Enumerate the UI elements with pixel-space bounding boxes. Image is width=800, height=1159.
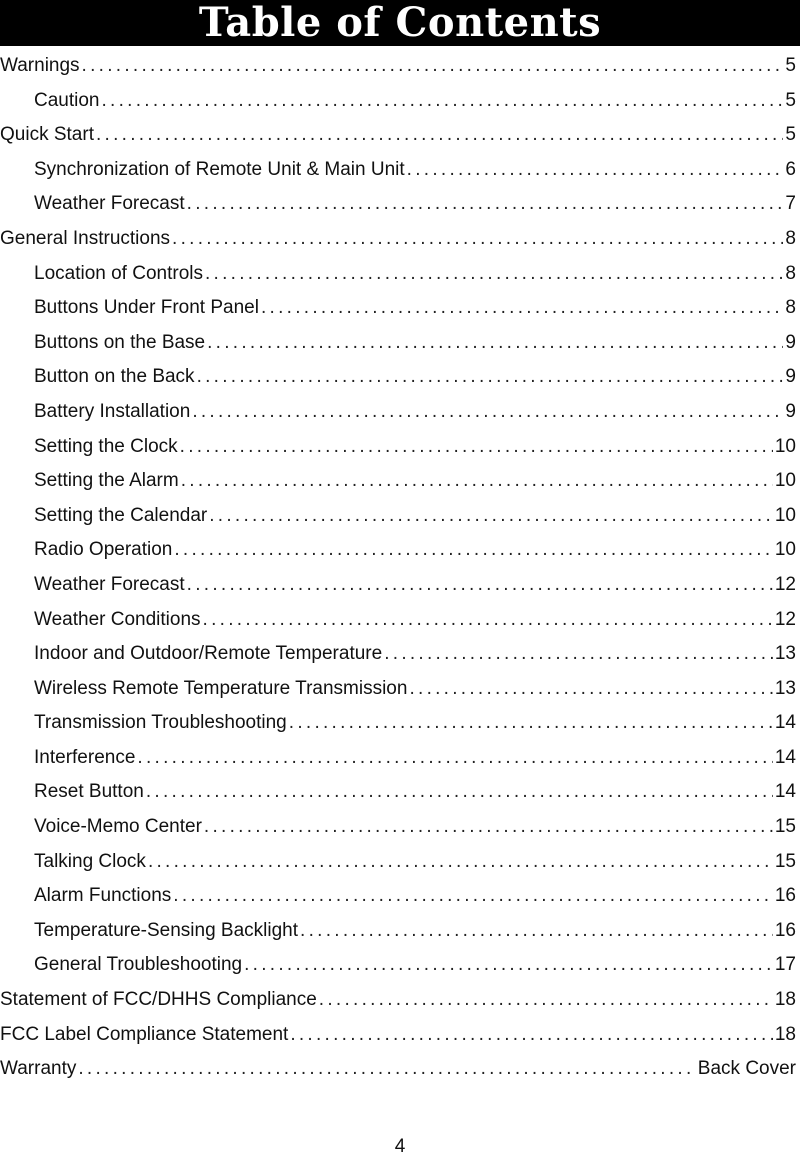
dot-leader [148,845,773,880]
toc-entry-page: 18 [774,989,796,1011]
dot-leader [203,603,773,638]
toc-entry-page: 8 [785,297,796,319]
toc-entry-page: 12 [774,608,796,630]
toc-entry-page: 7 [785,193,796,215]
toc-entry-page: 6 [785,158,796,180]
toc-entry-label: Temperature-Sensing Backlight [34,919,299,941]
toc-entry-label: Location of Controls [34,262,203,284]
toc-entry-label: Talking Clock [34,850,146,872]
toc-entry[interactable] [0,257,796,292]
toc-entry-page: Back Cover [697,1058,796,1080]
toc-entry-page: 13 [774,643,796,665]
toc-entry-label: Transmission Troubleshooting [34,712,287,734]
dot-leader [180,430,773,465]
toc-entry-label: Caution [34,89,100,111]
dot-leader [146,775,773,810]
toc-entry[interactable] [0,706,796,741]
toc-entry-label: Alarm Functions [34,885,172,907]
toc-entry[interactable] [0,395,796,430]
table-of-contents [0,49,796,1087]
toc-entry-label: Button on the Back [34,366,195,388]
toc-entry-label: Interference [34,746,136,768]
toc-entry-label: Statement of FCC/DHHS Compliance [0,989,317,1011]
toc-entry-page: 16 [774,919,796,941]
toc-entry[interactable] [0,499,796,534]
toc-entry-page: 5 [785,124,796,146]
dot-leader [78,1052,695,1087]
toc-entry[interactable] [0,430,796,465]
toc-entry-page: 18 [774,1023,796,1045]
dot-leader [384,637,773,672]
toc-entry-label: Weather Forecast [34,193,185,215]
toc-entry-label: Voice-Memo Center [34,816,202,838]
toc-entry[interactable] [0,1018,796,1053]
toc-entry[interactable] [0,845,796,880]
dot-leader [289,706,773,741]
toc-entry-page: 14 [774,712,796,734]
toc-entry-page: 5 [785,89,796,111]
toc-entry-label: Buttons on the Base [34,331,206,353]
dot-leader [409,672,772,707]
dot-leader [96,118,783,153]
toc-entry[interactable] [0,672,796,707]
dot-leader [174,533,772,568]
toc-entry-page: 15 [774,816,796,838]
toc-entry-label: Setting the Clock [34,435,178,457]
toc-entry[interactable] [0,153,796,188]
dot-leader [209,499,773,534]
dot-leader [192,395,783,430]
toc-entry-label: Synchronization of Remote Unit & Main Unit [34,158,405,180]
toc-entry[interactable] [0,914,796,949]
toc-entry-page: 9 [785,400,796,422]
dot-leader [261,291,783,326]
toc-entry-page: 16 [774,885,796,907]
toc-entry-label: Setting the Alarm [34,470,179,492]
toc-entry-label: Indoor and Outdoor/Remote Temperature [34,643,383,665]
dot-leader [173,879,773,914]
toc-entry[interactable] [0,360,796,395]
toc-entry[interactable] [0,879,796,914]
dot-leader [290,1018,773,1053]
toc-entry-label: Battery Installation [34,400,191,422]
dot-leader [187,568,773,603]
toc-entry-page: 5 [785,55,796,76]
toc-entry-page: 8 [785,227,796,249]
toc-entry-label: General Troubleshooting [34,954,243,976]
dot-leader [319,983,773,1018]
toc-entry[interactable] [0,637,796,672]
dot-leader [207,326,783,361]
toc-entry-page: 14 [774,781,796,803]
toc-entry-page: 13 [774,677,796,699]
toc-entry[interactable] [0,291,796,326]
toc-entry-page: 17 [774,954,796,976]
toc-entry-label: Buttons Under Front Panel [34,297,259,319]
toc-entry-page: 12 [774,573,796,595]
toc-entry-page: 9 [785,331,796,353]
toc-entry-label: Reset Button [34,781,144,803]
dot-leader [197,360,784,395]
toc-entry[interactable] [0,810,796,845]
toc-entry-label: Wireless Remote Temperature Transmission [34,677,408,699]
toc-entry[interactable] [0,983,796,1018]
dot-leader [204,810,773,845]
toc-entry[interactable] [0,222,796,257]
dot-leader [82,49,784,84]
toc-entry-page: 10 [774,504,796,526]
toc-entry-label: Setting the Calendar [34,504,208,526]
toc-entry-page: 14 [774,746,796,768]
dot-leader [205,257,783,292]
toc-entry-label: Weather Forecast [34,573,185,595]
toc-entry-page: 10 [774,470,796,492]
toc-entry-label: Warnings [0,55,80,76]
toc-entry[interactable] [0,326,796,361]
toc-entry[interactable] [0,187,796,222]
dot-leader [187,187,784,222]
toc-entry-label: Radio Operation [34,539,173,561]
toc-entry[interactable] [0,948,796,983]
toc-entry-label: General Instructions [0,227,171,249]
dot-leader [300,914,773,949]
toc-entry[interactable] [0,775,796,810]
toc-entry-page: 9 [785,366,796,388]
dot-leader [137,741,772,776]
dot-leader [102,84,784,119]
toc-entry-label: FCC Label Compliance Statement [0,1023,289,1045]
toc-entry-page: 10 [774,435,796,457]
dot-leader [181,464,773,499]
dot-leader [407,153,784,188]
toc-entry-page: 15 [774,850,796,872]
toc-entry-page: 10 [774,539,796,561]
toc-entry-label: Quick Start [0,124,94,146]
dot-leader [172,222,783,257]
toc-entry[interactable] [0,464,796,499]
toc-entry[interactable] [0,118,796,153]
toc-entry[interactable] [0,84,796,119]
toc-entry[interactable] [0,1052,796,1087]
title-banner [0,0,800,46]
toc-entry[interactable] [0,568,796,603]
toc-entry[interactable] [0,741,796,776]
toc-entry-page: 8 [785,262,796,284]
toc-entry[interactable] [0,49,796,84]
dot-leader [244,948,773,983]
toc-entry-label: Weather Conditions [34,608,201,630]
toc-entry-label: Warranty [0,1058,77,1080]
page-number: 4 [394,1136,406,1157]
page-title: Table of Contents [198,0,602,46]
toc-entry[interactable] [0,603,796,638]
toc-entry[interactable] [0,533,796,568]
